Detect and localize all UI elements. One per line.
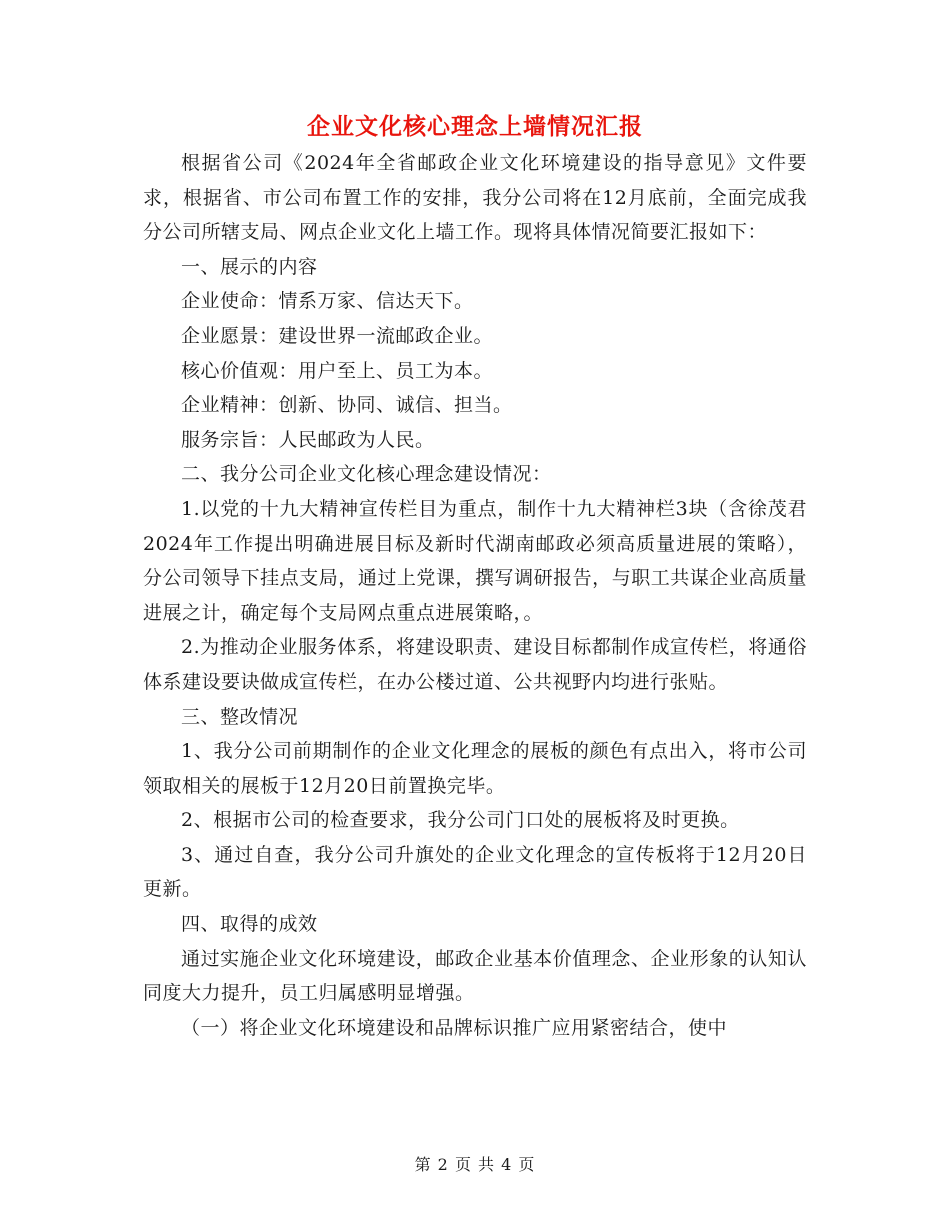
paragraph-item-1: 1.以党的十九大精神宣传栏目为重点，制作十九大精神栏3块（含徐茂君2024年工作提出明确进展目标及新时代湖南邮政必须高质量进展的策略），分公司领导下挂点支局，通过上党课，撰写调研报告，与职工共谋企业高质量进展之计，确定每个支局网点重点进展策略，。 bbox=[143, 497, 807, 624]
paragraph-results: 通过实施企业文化环境建设，邮政企业基本价值理念、企业形象的认知认同度大力提升，员工归属感明显增强。 bbox=[143, 947, 807, 1005]
page-number-label: 第 2 页 共 4 页 bbox=[414, 1155, 536, 1174]
paragraph-mission: 企业使命：情系万家、信达天下。 bbox=[181, 290, 474, 313]
section-heading-4: 四、取得的成效 bbox=[181, 913, 318, 936]
page-footer bbox=[0, 1152, 950, 1175]
section-heading-1: 一、展示的内容 bbox=[181, 255, 318, 278]
section-heading-2: 二、我分公司企业文化核心理念建设情况： bbox=[181, 463, 552, 486]
paragraph-intro: 根据省公司《2024年全省邮政企业文化环境建设的指导意见》文件要求，根据省、市公司布置工作的安排，我分公司将在12月底前，全面完成我分公司所辖支局、网点企业文化上墙工作。现将具体情况简要汇报如下： bbox=[143, 152, 807, 244]
paragraph-core-values: 核心价值观：用户至上、员工为本。 bbox=[181, 359, 494, 382]
paragraph-spirit: 企业精神：创新、协同、诚信、担当。 bbox=[181, 394, 513, 417]
paragraph-rectify-3: 3、通过自查，我分公司升旗处的企业文化理念的宣传板将于12月20日更新。 bbox=[143, 843, 807, 901]
document-body bbox=[143, 146, 807, 1045]
document-title: 企业文化核心理念上墙情况汇报 bbox=[307, 113, 643, 140]
paragraph-item-2: 2.为推动企业服务体系，将建设职责、建设目标都制作成宣传栏，将通俗体系建设要诀做成宣传栏，在办公楼过道、公共视野内均进行张贴。 bbox=[143, 636, 807, 693]
paragraph-rectify-1: 1、我分公司前期制作的企业文化理念的展板的颜色有点出入，将市公司领取相关的展板于12月20日前置换完毕。 bbox=[143, 740, 807, 797]
section-heading-3: 三、整改情况 bbox=[181, 705, 299, 728]
paragraph-vision: 企业愿景：建设世界一流邮政企业。 bbox=[181, 324, 494, 347]
paragraph-results-1: （一）将企业文化环境建设和品牌标识推广应用紧密结合，使中 bbox=[181, 1016, 728, 1039]
paragraph-rectify-2: 2、根据市公司的检查要求，我分公司门口处的展板将及时更换。 bbox=[181, 809, 740, 832]
paragraph-service-tenet: 服务宗旨：人民邮政为人民。 bbox=[181, 428, 435, 451]
